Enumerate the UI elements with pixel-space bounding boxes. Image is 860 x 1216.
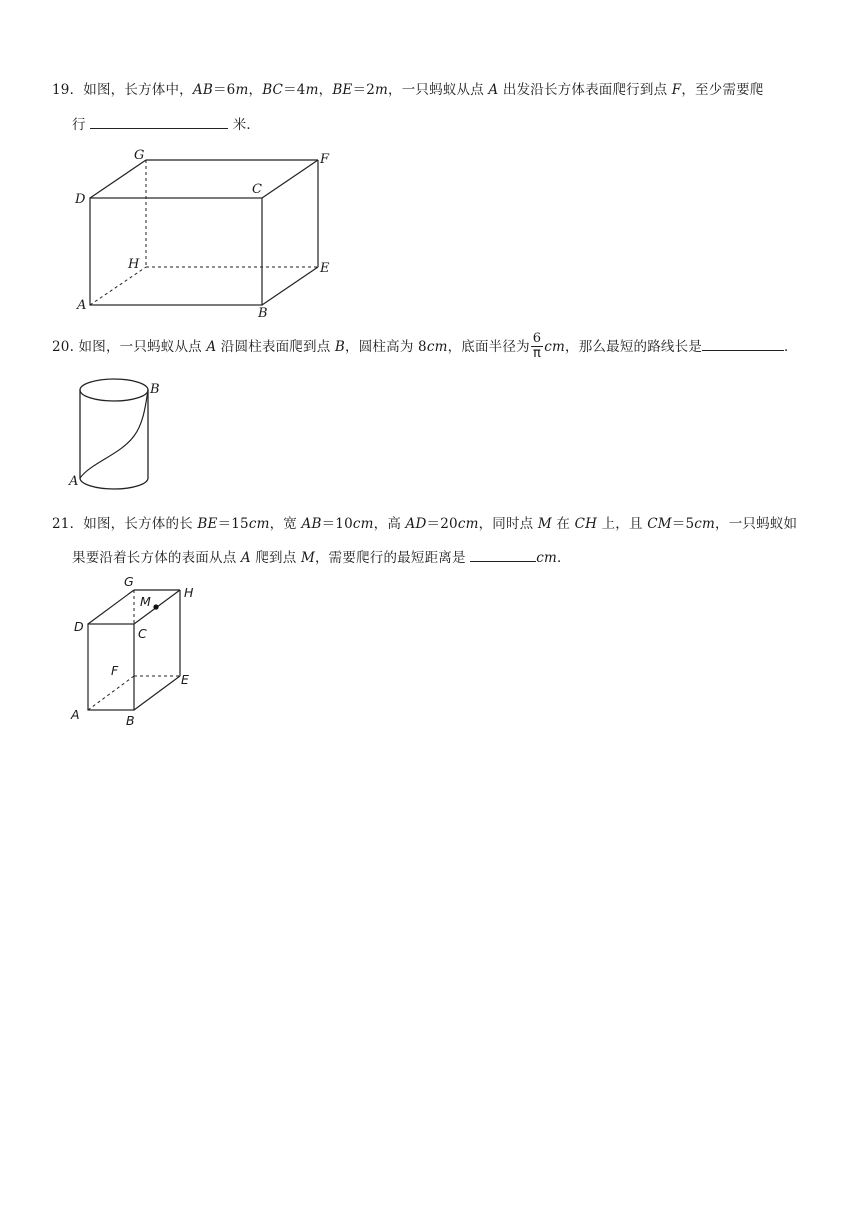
q21-line1-run: 在 [551, 516, 575, 532]
q19-line1-run: AB [192, 82, 213, 98]
q21-line1-run: ＝15 [217, 516, 249, 532]
q20-text-1: 20. 如图，一只蚂蚁从点 [52, 339, 207, 355]
q20-point-b: B [334, 339, 346, 355]
q20-unit-2: cm [544, 339, 566, 355]
q19-line1-run: A [488, 82, 499, 98]
q20-text-4: ，底面半径为 [447, 339, 530, 355]
q21-label-A: A [71, 707, 80, 722]
q19-line1-run: F [671, 82, 682, 98]
q19-label-H: H [128, 257, 140, 272]
q21-edge-DG [88, 590, 134, 624]
q19-line1-run: m [235, 82, 249, 98]
q20-point-a: A [206, 339, 217, 355]
q21-line1-run: AB [301, 516, 322, 532]
q21-line1-run: CH [574, 516, 598, 532]
q21-label-D: D [74, 619, 84, 634]
q21-unit: cm [536, 550, 557, 566]
q19-line1-run: ， [248, 82, 263, 98]
q19-line1-run: ，至少需要爬 [681, 82, 764, 98]
q19-label-G: G [134, 148, 145, 163]
q19-line1-run: 19．如图，长方体中， [52, 82, 193, 98]
q21-label-G: G [124, 574, 134, 589]
q21-line1-run: AD [405, 516, 427, 532]
q21-line1-run: ＝10 [321, 516, 353, 532]
q21-line1-run: 上，且 [597, 516, 648, 532]
q20-frac-numerator: 6 [532, 331, 542, 346]
q19-label-B: B [258, 306, 268, 321]
q19-line1-run: m [375, 82, 389, 98]
q21-point-a: A [240, 550, 251, 566]
q21-line1-run: M [537, 516, 552, 532]
q21-line1-run: CM [647, 516, 672, 532]
q21-label-C: C [138, 626, 147, 641]
q19-line1-run: ，一只蚂蚁从点 [388, 82, 489, 98]
q21-label-B: B [126, 713, 135, 728]
q21-label-E: E [181, 672, 189, 687]
q21-line1-run: ，一只蚂蚁如 [715, 516, 798, 532]
q20-label-A: A [69, 474, 79, 489]
q21-label-M: M [140, 594, 151, 609]
q21-line1-run: ＝20 [426, 516, 458, 532]
q20-label-B: B [150, 382, 160, 397]
q19-line1-run: m [305, 82, 319, 98]
q19-line1-run: ＝4 [283, 82, 306, 98]
q20-text-2: 沿圆柱表面爬到点 [216, 339, 335, 355]
q21-line1-run: ，高 [373, 516, 406, 532]
q21-line1-run: cm [694, 516, 716, 532]
q19-line1-run: 出发沿长方体表面爬行到点 [498, 82, 672, 98]
q21-line1-run: ＝5 [671, 516, 695, 532]
q21-line1-run: ，同时点 [478, 516, 538, 532]
q21-point-m-dot [153, 604, 158, 609]
q21-line2-end: ． [556, 550, 571, 566]
q19-line1-run: BC [262, 82, 284, 98]
q21-label-F: F [111, 663, 119, 678]
q21-line2-text-1: 果要沿着长方体的表面从点 [72, 550, 241, 566]
q21-edge-BE [134, 676, 180, 710]
q21-line1-run: cm [248, 516, 270, 532]
q21-line1-run: 21．如图，长方体的长 [52, 516, 198, 532]
q21-line2-text-3: ，需要爬行的最短距离是 [314, 550, 471, 566]
q21-label-H: H [184, 585, 194, 600]
q19-label-C: C [252, 182, 262, 197]
q21-hidden-edge-AF [88, 676, 134, 710]
q20-text-5: ，那么最短的路线长是 [565, 339, 703, 355]
q20-frac-denominator: π [533, 346, 542, 361]
q21-point-m: M [300, 550, 315, 566]
q19-line1-run: BE [332, 82, 353, 98]
q19-label-D: D [75, 192, 86, 207]
q21-line1-run: ，宽 [269, 516, 302, 532]
q20-text-end: ． [784, 339, 798, 355]
q19-line1-run: ， [318, 82, 333, 98]
q19-line1-run: ＝6 [212, 82, 236, 98]
q21-line1-run: cm [457, 516, 479, 532]
q19-line2-suffix: 米． [232, 117, 261, 133]
q21-line1-run: BE [197, 516, 218, 532]
q20-text-3: ，圆柱高为 8 [345, 339, 427, 355]
q19-label-E: E [320, 261, 330, 276]
q19-line1-run: ＝2 [352, 82, 375, 98]
q19-label-F: F [320, 152, 330, 167]
q19-label-A: A [77, 298, 87, 313]
q21-line2-text-2: 爬到点 [250, 550, 301, 566]
q20-unit-1: cm [426, 339, 448, 355]
q21-line1-run: cm [352, 516, 374, 532]
q19-line2-prefix: 行 [72, 117, 91, 133]
